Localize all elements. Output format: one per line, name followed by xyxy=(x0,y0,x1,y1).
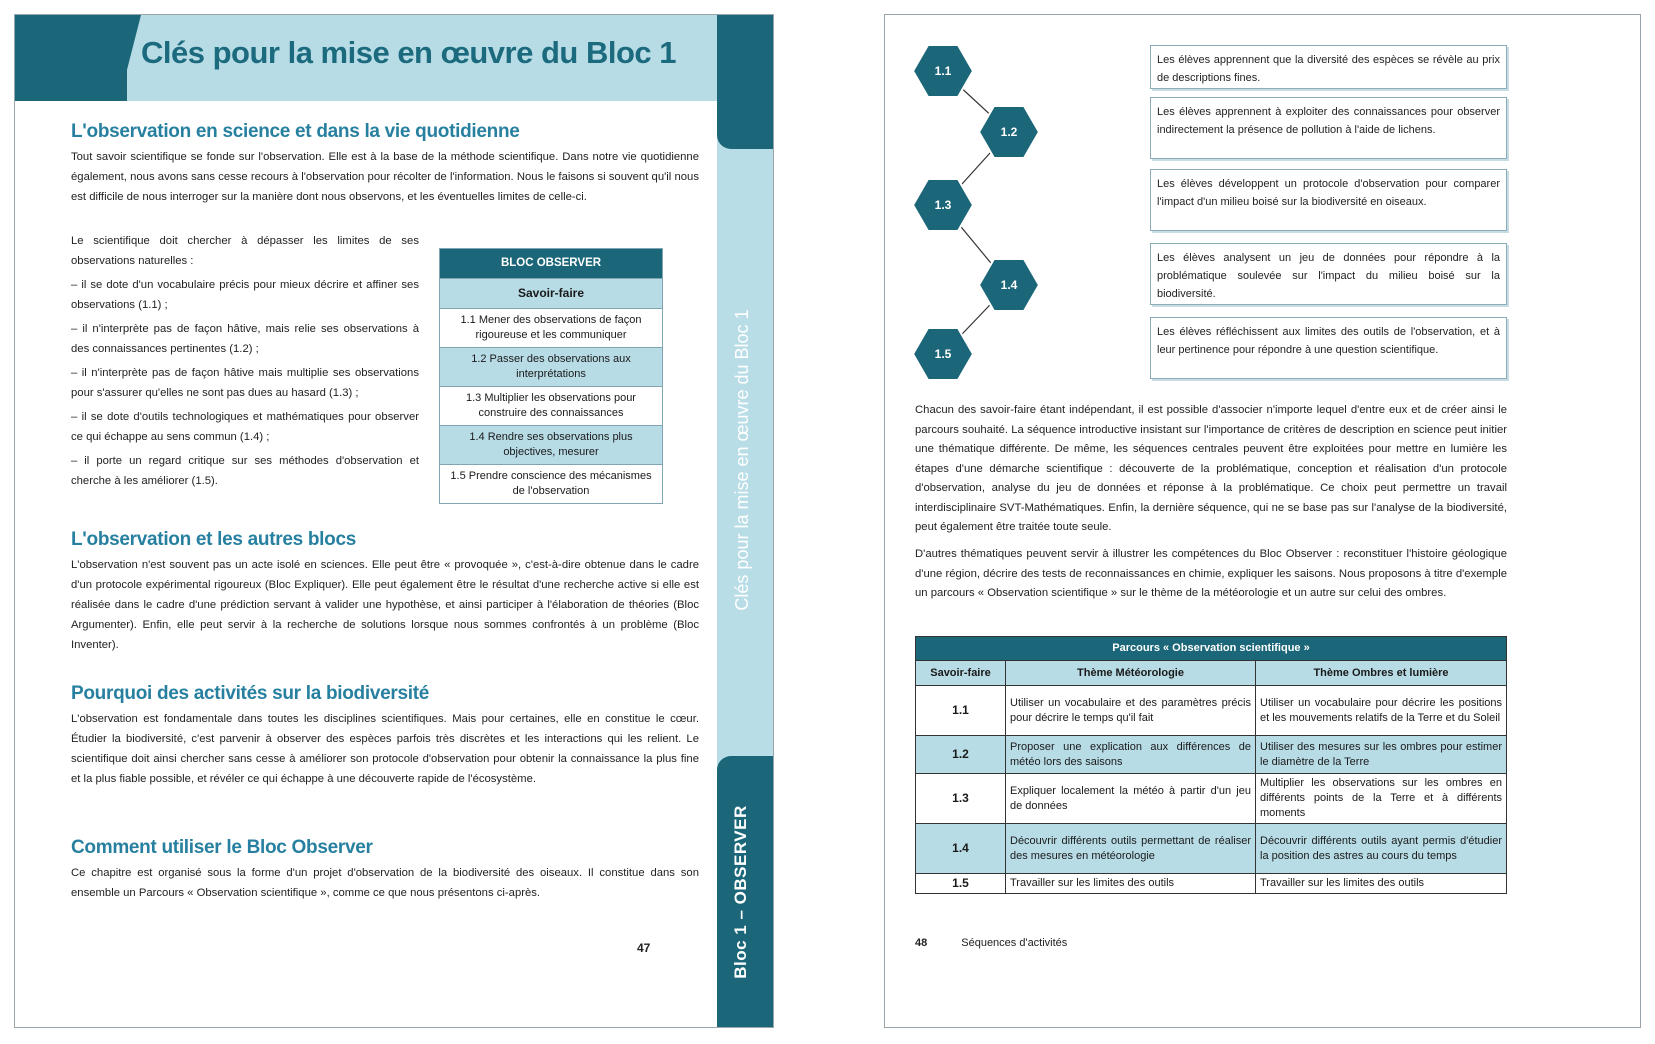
table-cell: Découvrir différents outils ayant permis d'étudier la position des astres au cours du temps xyxy=(1256,824,1507,874)
table-cell: 1.5 Prendre conscience des mécanismes de l'observation xyxy=(440,465,663,504)
hexagon-node xyxy=(913,179,973,231)
table-cell: Découvrir différents outils permettant de réaliser des mesures en météorologie xyxy=(1006,824,1256,874)
savoir-faire-diagram xyxy=(885,15,1145,405)
hexagon-node xyxy=(979,259,1039,311)
table-cell: 1.3 xyxy=(916,774,1006,824)
list-item: – il se dote d'outils technologiques et mathématiques pour observer ce qui échappe au sens commun (1.4) ; xyxy=(71,411,419,443)
table-cell: Multiplier les observations sur les ombres en différents points de la Terre et à différents moments xyxy=(1256,774,1507,824)
column-header: Thème Météorologie xyxy=(1006,661,1256,686)
hexagon-node xyxy=(913,328,973,380)
page-title: Clés pour la mise en œuvre du Bloc 1 xyxy=(141,35,676,70)
list-intro: Le scientifique doit chercher à dépasser les limites de ses observations naturelles : xyxy=(71,235,419,267)
hexagon-node xyxy=(913,45,973,97)
column-header: Savoir-faire xyxy=(916,661,1006,686)
table-cell: Proposer une explication aux différences de météo lors des saisons xyxy=(1006,736,1256,774)
table-title: Parcours « Observation scientifique » xyxy=(916,637,1507,661)
table-cell: Expliquer localement la météo à partir d'un jeu de données xyxy=(1006,774,1256,824)
table-cell: 1.4 xyxy=(916,824,1006,874)
table-cell: Utiliser un vocabulaire et des paramètres précis pour décrire le temps qu'il fait xyxy=(1006,686,1256,736)
header-accent-wedge xyxy=(119,15,141,101)
list-item: – il n'interprète pas de façon hâtive mais multiplie ses observations pour s'assurer qu'elles ne sont pas dues au hasard (1.3) ; xyxy=(71,367,419,399)
table-row xyxy=(916,824,1507,874)
table-cell: 1.1 Mener des observations de façon rigoureuse et les communiquer xyxy=(440,309,663,348)
list-item: – il se dote d'un vocabulaire précis pour mieux décrire et affiner ses observations (1.1) ; xyxy=(71,279,419,311)
section-heading: Pourquoi des activités sur la biodiversité xyxy=(71,683,430,704)
section-text: Ce chapitre est organisé sous la forme d'un projet d'observation de la biodiversité des oiseaux. Il constitue dans son ensemble un Parcours « Observation scientifique », comme ce que nous présentons ci-après. xyxy=(71,867,699,899)
section-heading: L'observation et les autres blocs xyxy=(71,529,356,550)
table-row xyxy=(916,736,1507,774)
section-text: L'observation n'est souvent pas un acte isolé en sciences. Elle peut être « provoquée », c'est-à-dire obtenue dans le cadre d'un protocole expérimental rigoureux (Bloc Expliquer). Elle peut également être le résultat d'une recherche active si elle est réalisée dans le cadre d'une prédiction servant à valider une hypothèse, et ainsi participer à l'élaboration de théories (Bloc Argumenter). Enfin, elle peut servir à la recherche de solutions lorsque nous sommes confrontés à un problème (Bloc Inventer). xyxy=(71,559,699,651)
hexagon-label: 1.3 xyxy=(934,198,952,212)
right-page xyxy=(884,14,1641,1028)
table-cell: Utiliser des mesures sur les ombres pour estimer le diamètre de la Terre xyxy=(1256,736,1507,774)
table-cell: Travailler sur les limites des outils xyxy=(1006,874,1256,894)
page-footer xyxy=(915,937,1067,949)
description-box: Les élèves développent un protocole d'observation pour comparer l'impact d'un milieu boisé sur la biodiversité en oiseaux. xyxy=(1150,169,1507,231)
bloc-observer-table xyxy=(439,248,663,504)
section-text: Tout savoir scientifique se fonde sur l'observation. Elle est à la base de la méthode scientifique. Dans notre vie quotidienne également, nous avons sans cesse recours à l'observation pour récolter de l'information. Nous le faisons si souvent qu'il nous est difficile de nous interroger sur la manière dont nous observons, et les éventuelles limites de celle-ci. xyxy=(71,151,699,203)
description-box: Les élèves analysent un jeu de données pour répondre à la problématique soulevée sur l'impact du milieu boisé sur la biodiversité. xyxy=(1150,243,1507,305)
header-accent xyxy=(15,15,127,101)
column-header: Thème Ombres et lumière xyxy=(1256,661,1507,686)
table-row xyxy=(916,686,1507,736)
hexagon-label: 1.1 xyxy=(934,64,952,78)
list-item: – il porte un regard critique sur ses méthodes d'observation et cherche à les améliorer (1.5). xyxy=(71,455,419,487)
body-paragraph: Chacun des savoir-faire étant indépendant, il est possible d'associer n'importe lequel d'entre eux et de créer ainsi le parcours souhaité. La séquence introductive insistant sur l'importance de critères de description en science peut initier une thématique différente. De même, les séquences centrales peuvent être exploitées pour mettre en lumière les étapes d'une démarche scientifique : découverte de la problématique, conception et réalisation d'un protocole d'observation, analyse du jeu de données et réponse à la problématique. Ce choix peut permettre un travail interdisciplinaire SVT-Mathématiques. Enfin, la dernière séquence, qui ne se base pas sur l'analyse de la biodiversité, peut également être traitée toute seule. xyxy=(915,404,1507,533)
table-cell: 1.2 xyxy=(916,736,1006,774)
table-row xyxy=(916,874,1507,894)
side-label: Clés pour la mise en œuvre du Bloc 1 xyxy=(732,309,752,611)
side-tab-top xyxy=(717,15,774,149)
left-page xyxy=(14,14,774,1028)
table-cell: 1.5 xyxy=(916,874,1006,894)
table-cell: 1.2 Passer des observations aux interprétations xyxy=(440,348,663,387)
description-box: Les élèves réfléchissent aux limites des outils de l'observation, et à leur pertinence pour répondre à une question scientifique. xyxy=(1150,317,1507,379)
hexagon-label: 1.5 xyxy=(934,347,952,361)
parcours-table xyxy=(915,636,1507,894)
table-cell: 1.1 xyxy=(916,686,1006,736)
hexagon-node xyxy=(979,106,1039,158)
section-heading: Comment utiliser le Bloc Observer xyxy=(71,837,373,858)
table-title: BLOC OBSERVER xyxy=(440,249,663,279)
page-number: 48 xyxy=(915,937,928,949)
hexagon-label: 1.2 xyxy=(1000,125,1018,139)
table-cell: 1.3 Multiplier les observations pour construire des connaissances xyxy=(440,387,663,426)
observation-list xyxy=(71,231,419,491)
section-heading: L'observation en science et dans la vie quotidienne xyxy=(71,121,520,142)
footer-label: Séquences d'activités xyxy=(961,937,1068,949)
list-item: – il n'interprète pas de façon hâtive, mais relie ses observations à des connaissances pertinentes (1.2) ; xyxy=(71,323,419,355)
table-subtitle: Savoir-faire xyxy=(440,279,663,309)
section-text: L'observation est fondamentale dans toutes les disciplines scientifiques. Mais pour certaines, elle en constitue le cœur. Étudier la biodiversité, c'est parvenir à observer des espèces parfois très discrètes et les interactions qui les relient. Le scientifique doit ainsi chercher sans cesse à améliorer son protocole d'observation pour obtenir la connaissance la plus fine et la plus fiable possible, et révéler ce qui échappe à une découverte rapide de l'écosystème. xyxy=(71,713,699,785)
description-box: Les élèves apprennent que la diversité des espèces se révèle au prix de descriptions fines. xyxy=(1150,45,1507,89)
table-cell: Travailler sur les limites des outils xyxy=(1256,874,1507,894)
hexagon-label: 1.4 xyxy=(1000,278,1018,292)
page-number: 47 xyxy=(637,941,651,955)
side-tab-label: Bloc 1 – OBSERVER xyxy=(731,805,750,979)
body-paragraph: D'autres thématiques peuvent servir à illustrer les compétences du Bloc Observer : reconstituer l'histoire géologique d'une région, décrire des tests de reconnaissances en chimie, expliquer les saisons. Nous proposons à titre d'exemple un parcours « Observation scientifique » sur le thème de la météorologie et un autre sur celui des ombres. xyxy=(915,548,1507,599)
description-box: Les élèves apprennent à exploiter des connaissances pour observer indirectement la présence de pollution à l'aide de lichens. xyxy=(1150,97,1507,159)
table-cell: 1.4 Rendre ses observations plus objectives, mesurer xyxy=(440,426,663,465)
table-cell: Utiliser un vocabulaire pour décrire les positions et les mouvements relatifs de la Terre et du Soleil xyxy=(1256,686,1507,736)
table-row xyxy=(916,774,1507,824)
